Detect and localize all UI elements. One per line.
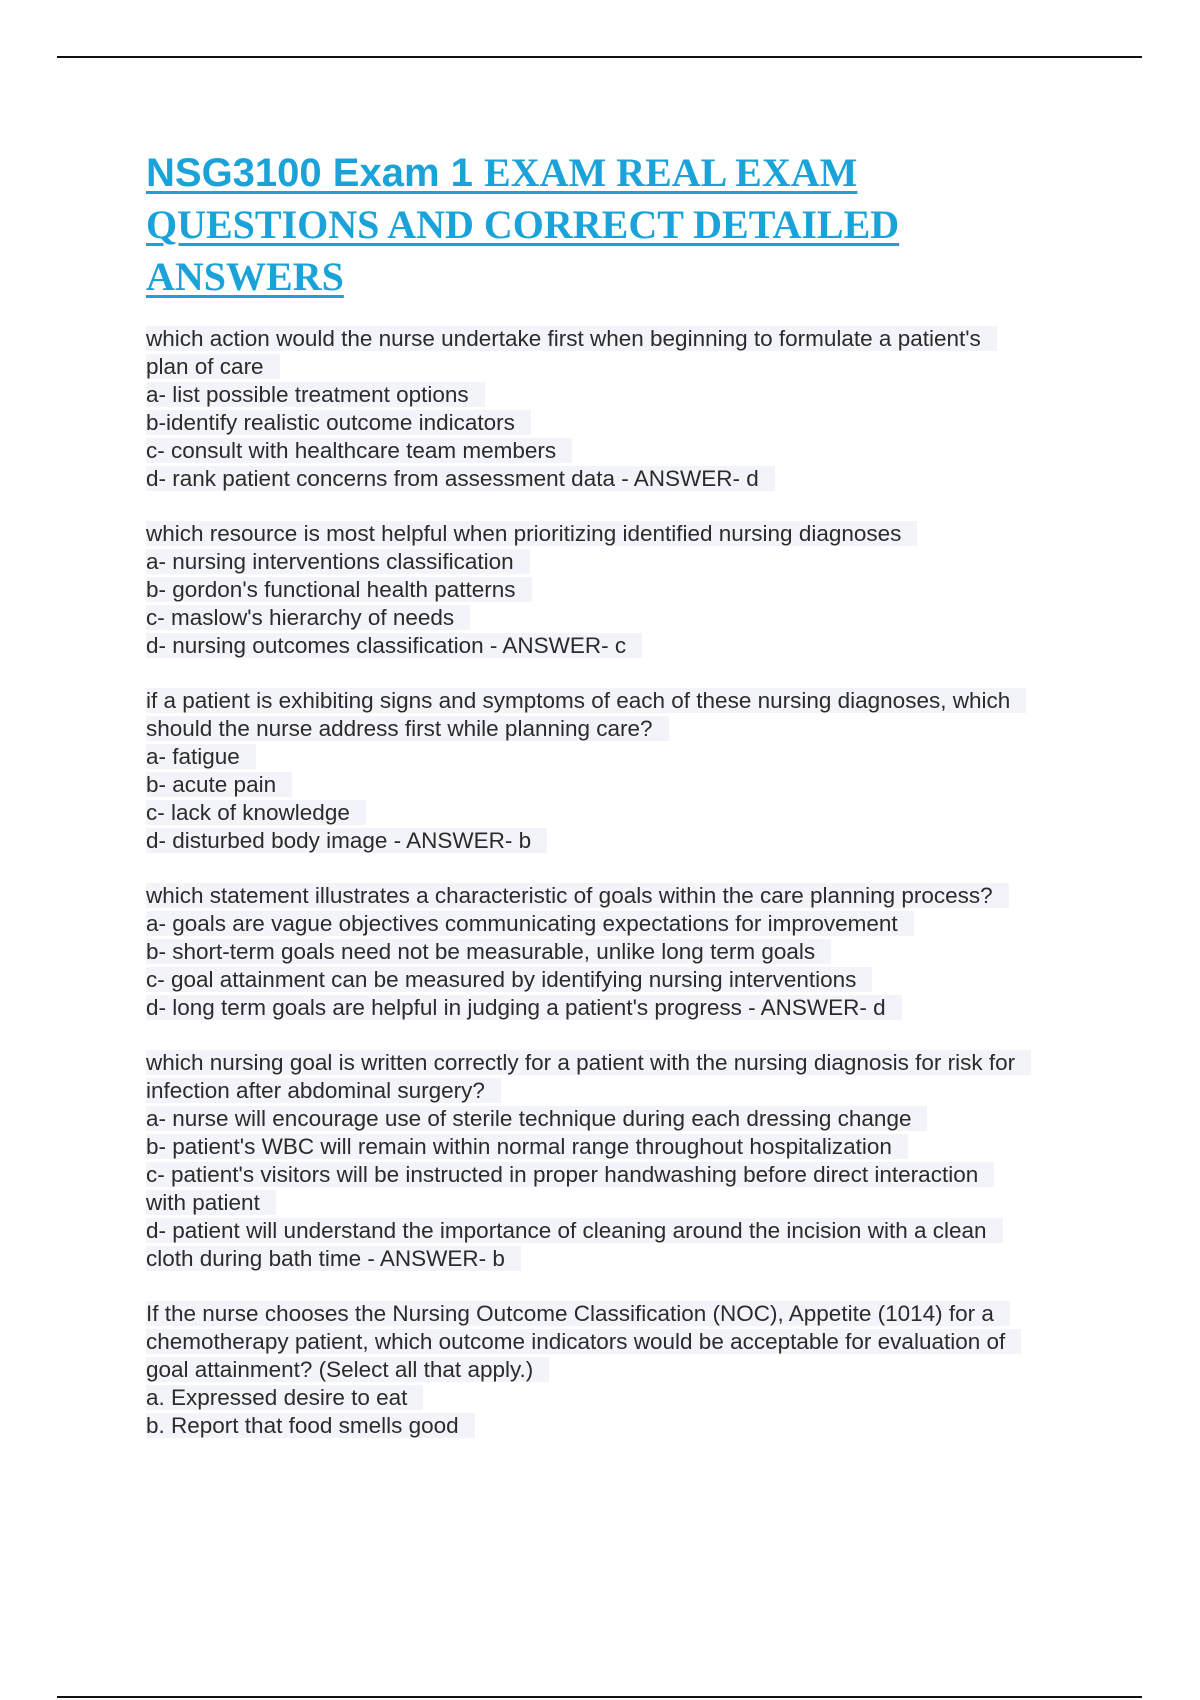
line-text: d- rank patient concerns from assessment data - ANSWER- d — [146, 466, 775, 491]
question-line — [146, 604, 1086, 632]
question-line — [146, 465, 1086, 493]
question-line — [146, 1077, 1086, 1105]
line-text: which nursing goal is written correctly for a patient with the nursing diagnosis for risk for — [146, 1050, 1031, 1075]
question-line — [146, 576, 1086, 604]
line-text: chemotherapy patient, which outcome indicators would be acceptable for evaluation of — [146, 1329, 1021, 1354]
line-text: c- maslow's hierarchy of needs — [146, 605, 470, 630]
line-text: should the nurse address first while planning care? — [146, 716, 669, 741]
question-block — [146, 1300, 1086, 1440]
line-text: plan of care — [146, 354, 280, 379]
question-line — [146, 743, 1086, 771]
line-text: c- patient's visitors will be instructed in proper handwashing before direct interaction — [146, 1162, 994, 1187]
question-line — [146, 437, 1086, 465]
question-line — [146, 715, 1086, 743]
line-text: a- nursing interventions classification — [146, 549, 530, 574]
line-text: which statement illustrates a characteristic of goals within the care planning process? — [146, 883, 1009, 908]
line-text: which action would the nurse undertake first when beginning to formulate a patient's — [146, 326, 997, 351]
question-text-line — [146, 1049, 1086, 1077]
question-line — [146, 548, 1086, 576]
question-line — [146, 771, 1086, 799]
question-line — [146, 1412, 1086, 1440]
line-text: b- patient's WBC will remain within normal range throughout hospitalization — [146, 1134, 908, 1159]
line-text: infection after abdominal surgery? — [146, 1078, 501, 1103]
question-line — [146, 632, 1086, 660]
title-link[interactable] — [146, 151, 899, 299]
line-text: d- long term goals are helpful in judging a patient's progress - ANSWER- d — [146, 995, 902, 1020]
line-text: b- gordon's functional health patterns — [146, 577, 532, 602]
line-text: which resource is most helpful when prioritizing identified nursing diagnoses — [146, 521, 917, 546]
question-line — [146, 353, 1086, 381]
question-line — [146, 910, 1086, 938]
question-line — [146, 827, 1086, 855]
line-text: c- goal attainment can be measured by identifying nursing interventions — [146, 967, 872, 992]
question-block — [146, 882, 1086, 1022]
question-line — [146, 381, 1086, 409]
line-text: c- consult with healthcare team members — [146, 438, 572, 463]
line-text: b- acute pain — [146, 772, 292, 797]
question-block — [146, 325, 1086, 493]
question-block — [146, 1049, 1086, 1273]
line-text: a- fatigue — [146, 744, 256, 769]
line-text: cloth during bath time - ANSWER- b — [146, 1246, 521, 1271]
question-line — [146, 1217, 1086, 1245]
title-description: EXAM REAL EXAM QUESTIONS AND CORRECT DETAILED ANSWERS — [146, 150, 900, 299]
question-line — [146, 1328, 1086, 1356]
line-text: if a patient is exhibiting signs and symptoms of each of these nursing diagnoses, which — [146, 688, 1026, 713]
question-block — [146, 687, 1086, 855]
line-text: If the nurse chooses the Nursing Outcome Classification (NOC), Appetite (1014) for a — [146, 1301, 1010, 1326]
question-line — [146, 409, 1086, 437]
question-line — [146, 1356, 1086, 1384]
line-text: d- disturbed body image - ANSWER- b — [146, 828, 547, 853]
line-text: b-identify realistic outcome indicators — [146, 410, 531, 435]
question-line — [146, 938, 1086, 966]
bottom-rule — [57, 1696, 1142, 1698]
question-line — [146, 1189, 1086, 1217]
question-block — [146, 520, 1086, 660]
question-text-line — [146, 325, 1086, 353]
line-text: d- patient will understand the importance of cleaning around the incision with a clean — [146, 1218, 1003, 1243]
question-text-line — [146, 520, 1086, 548]
line-text: d- nursing outcomes classification - ANSWER- c — [146, 633, 642, 658]
line-text: c- lack of knowledge — [146, 800, 366, 825]
title-course-code: NSG3100 Exam 1 — [146, 151, 484, 195]
line-text: b- short-term goals need not be measurable, unlike long term goals — [146, 939, 831, 964]
question-line — [146, 1133, 1086, 1161]
question-line — [146, 1161, 1086, 1189]
questions-list — [146, 325, 1086, 1467]
page-title — [146, 147, 1076, 303]
line-text: b. Report that food smells good — [146, 1413, 475, 1438]
question-text-line — [146, 882, 1086, 910]
question-line — [146, 1105, 1086, 1133]
line-text: a- goals are vague objectives communicating expectations for improvement — [146, 911, 914, 936]
question-line — [146, 1245, 1086, 1273]
question-line — [146, 994, 1086, 1022]
line-text: a- nurse will encourage use of sterile technique during each dressing change — [146, 1106, 927, 1131]
line-text: a- list possible treatment options — [146, 382, 485, 407]
question-text-line — [146, 687, 1086, 715]
question-text-line — [146, 1300, 1086, 1328]
question-line — [146, 799, 1086, 827]
line-text: a. Expressed desire to eat — [146, 1385, 423, 1410]
question-line — [146, 966, 1086, 994]
question-line — [146, 1384, 1086, 1412]
top-rule — [57, 56, 1142, 58]
line-text: with patient — [146, 1190, 276, 1215]
line-text: goal attainment? (Select all that apply.) — [146, 1357, 549, 1382]
